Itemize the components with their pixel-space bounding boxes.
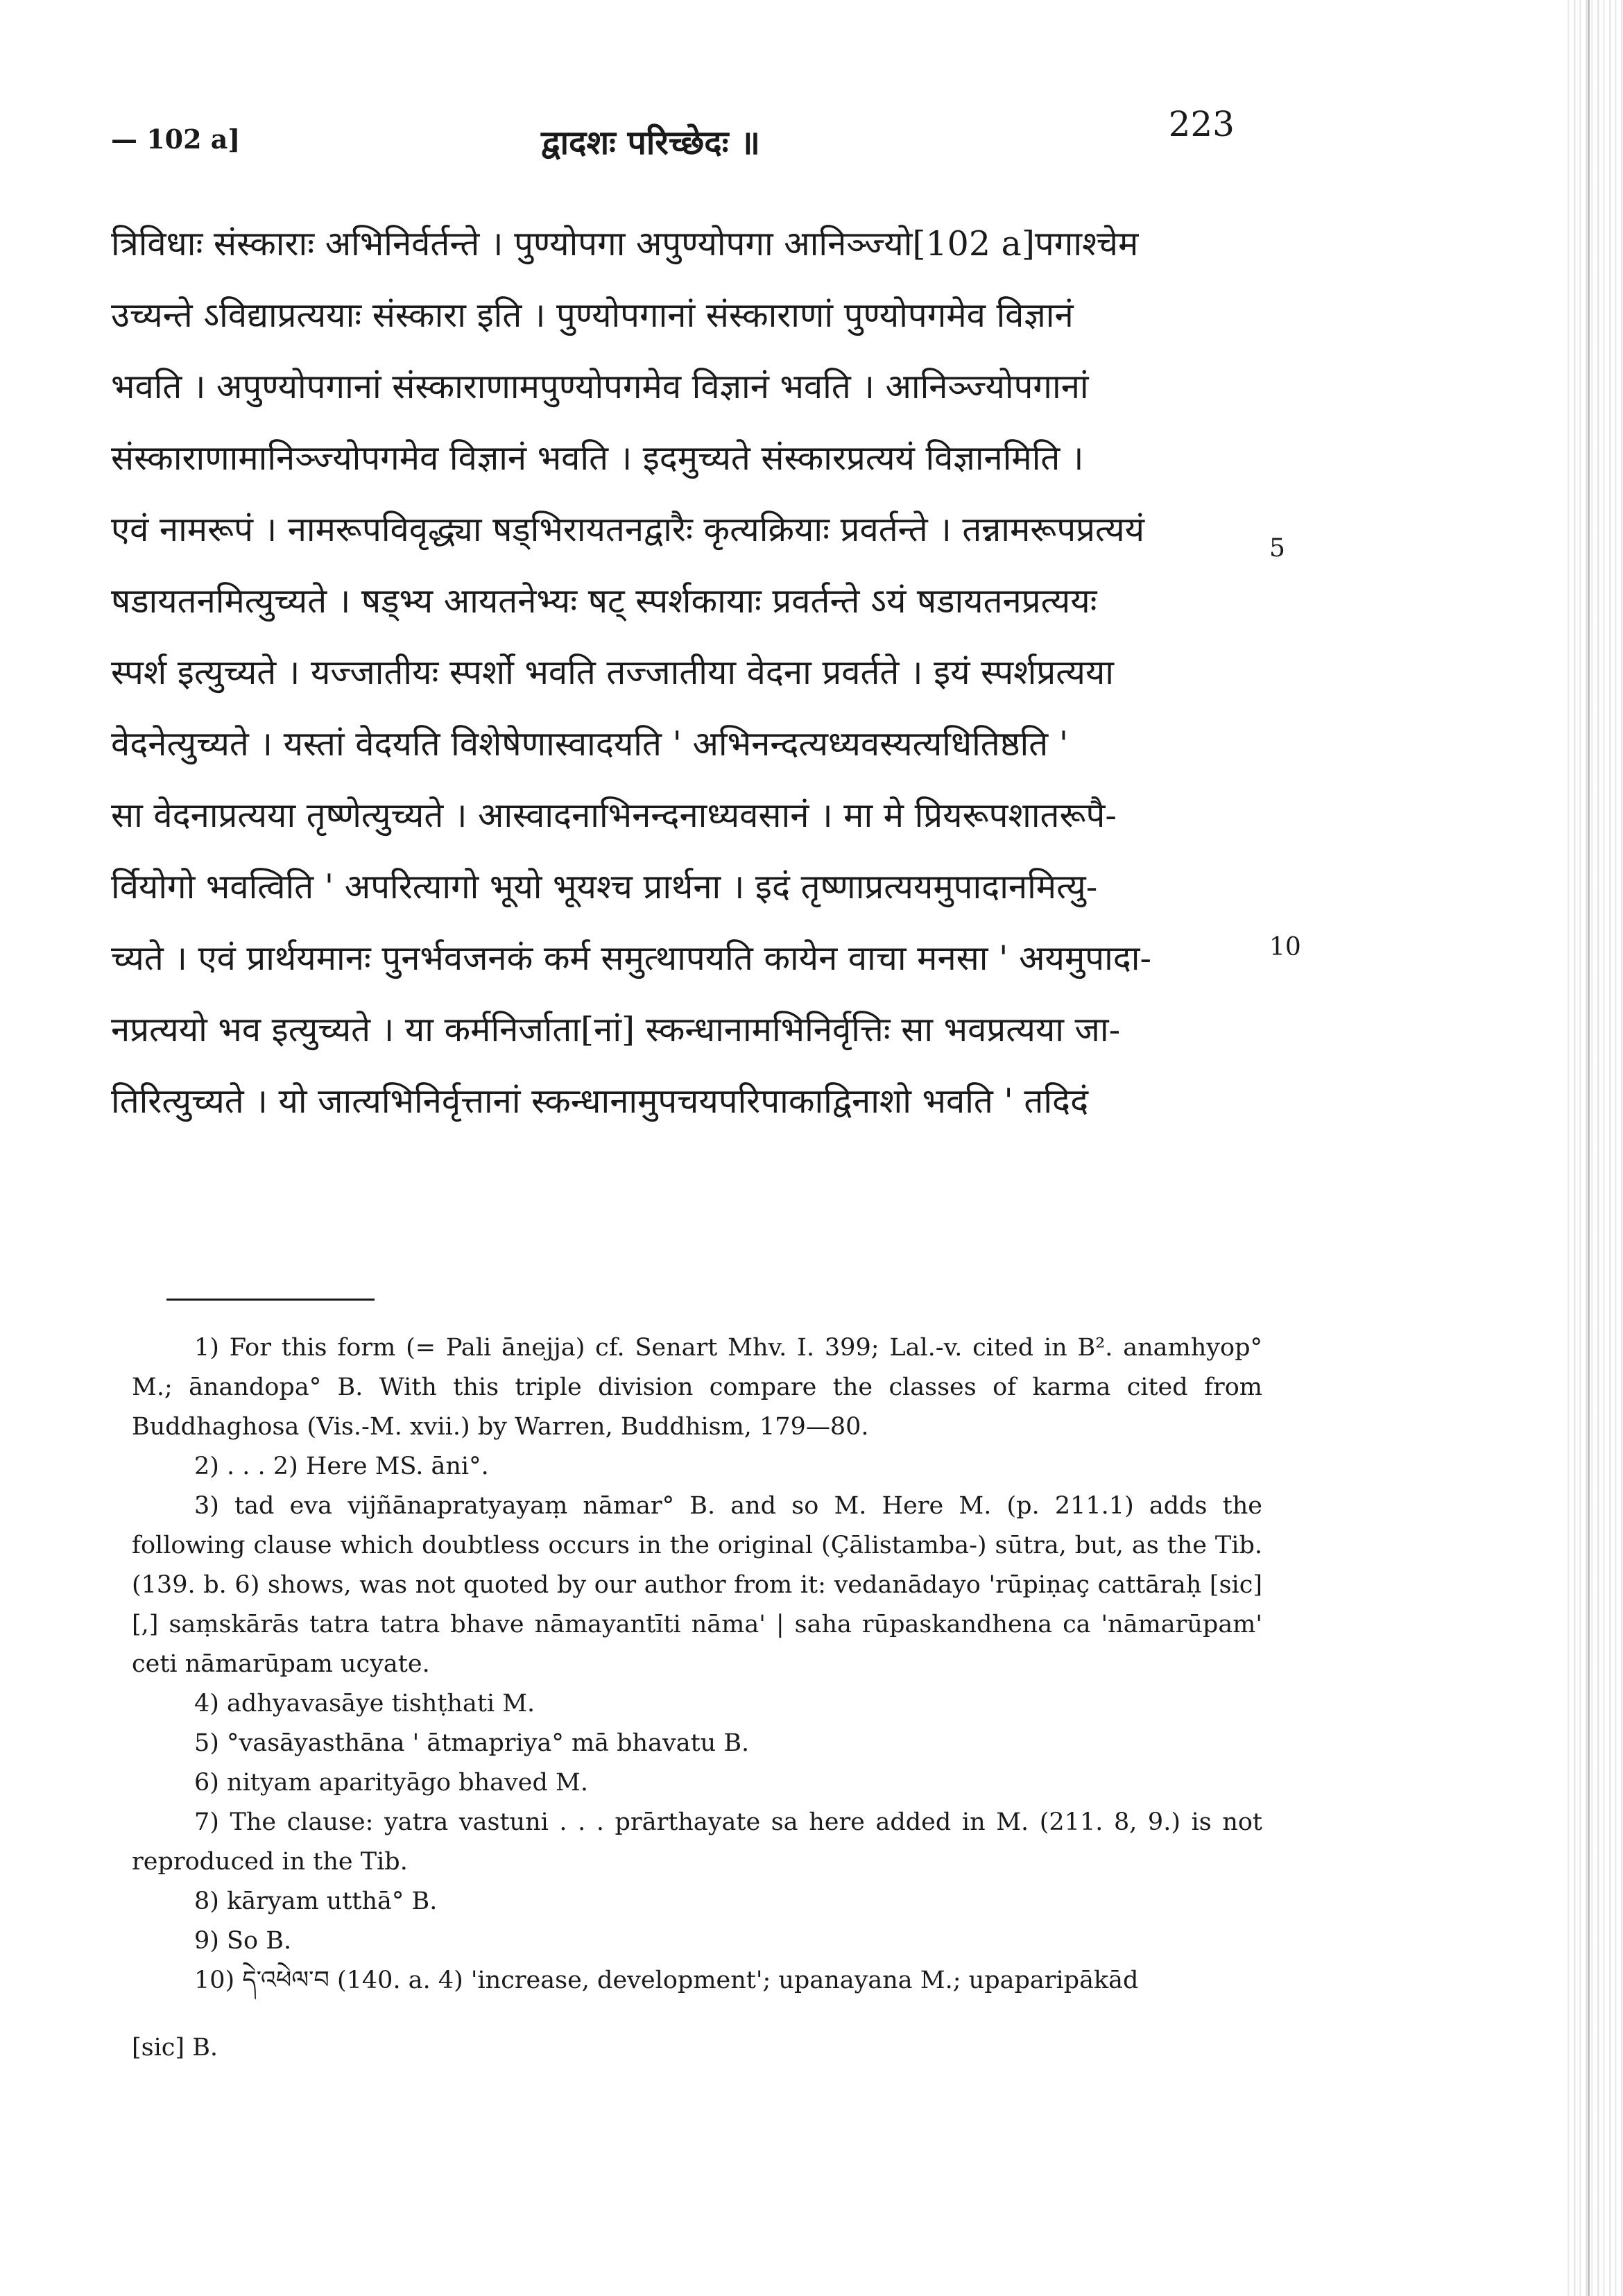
footnote-9: 9) So B.: [194, 1927, 292, 1955]
header-left-reference: — 102 a]: [111, 123, 241, 155]
footnote-1: 1) For this form (= Pali ānejja) cf. Senart Mhv. I. 399; Lal.-v. cited in B². anamhyop° M.; ānandopa° B. With this triple division compare the classes of karma cited from Buddhaghosa (Vis.-M. xvii.) by Warren, Buddhism, 179—80.: [132, 1334, 1262, 1441]
running-title: द्वादशः परिच्छेदः ॥: [541, 123, 760, 162]
footnotes: [132, 1328, 1262, 2068]
text-line: भवति । अपुण्योपगानां संस्काराणामपुण्योपगमेव विज्ञानं भवति । आनिञ्ज्योपगानां: [111, 367, 1089, 406]
text-line: तिरित्युच्यते । यो जात्यभिनिर्वृत्तानां स्कन्धानामुपचयपरिपाकाद्विनाशो भवति ' तदिदं: [111, 1081, 1089, 1121]
footnote-continuation: [sic] B.: [132, 2034, 218, 2062]
footnote-6: 6) nityam aparityāgo bhaved M.: [194, 1769, 588, 1797]
footnote-8: 8) kāryam utthā° B.: [194, 1887, 438, 1915]
main-text-block: [111, 208, 1262, 1137]
scan-edge: [1564, 0, 1623, 2296]
text-line: संस्काराणामानिञ्ज्योपगमेव विज्ञानं भवति । इदमुच्यते संस्कारप्रत्ययं विज्ञानमिति ।: [111, 438, 1084, 478]
line-number-10: 10: [1269, 933, 1301, 961]
text-line: षडायतनमित्युच्यते । षड्भ्य आयतनेभ्यः षट् स्पर्शकायाः प्रवर्तन्ते ऽयं षडायतनप्रत्ययः: [111, 581, 1097, 621]
text-line: च्यते । एवं प्रार्थयमानः पुनर्भवजनकं कर्म समुत्थापयति कायेन वाचा मनसा ' अयमुपादा-: [111, 939, 1152, 978]
text-line: स्पर्श इत्युच्यते । यज्जातीयः स्पर्शो भवति तज्जातीया वेदना प्रवर्तते । इयं स्पर्शप्रत्यया: [111, 653, 1114, 692]
footnote-7: 7) The clause: yatra vastuni . . . prārthayate sa here added in M. (211. 8, 9.) is not reproduced in the Tib.: [132, 1808, 1262, 1876]
page-header: [111, 104, 1235, 160]
footnote-3: 3) tad eva vijñānapratyayaṃ nāmar° B. and so M. Here M. (p. 211.1) adds the following clause which doubtless occurs in the original (Çālistamba-) sūtra, but, as the Tib. (139. b. 6) shows, was not quoted by our author from it: vedanādayo 'rūpiṇaç cattāraḥ [sic] [,] saṃskārās tatra tatra bhave nāmayantīti nāma' | saha rūpaskandhena ca 'nāmarūpam' ceti nāmarūpam ucyate.: [132, 1492, 1262, 1678]
text-line: उच्यन्ते ऽविद्याप्रत्ययाः संस्कारा इति । पुण्योपगानां संस्काराणां पुण्योपगमेव विज्ञानं: [111, 295, 1074, 335]
scan-edge-line: [1588, 0, 1590, 2296]
text-line: त्रिविधाः संस्काराः अभिनिर्वर्तन्ते । पुण्योपगा अपुण्योपगा आनिञ्ज्यो[102 a]पगाश्चेम: [111, 224, 1139, 264]
text-line: वेदनेत्युच्यते । यस्तां वेदयति विशेषेणास्वादयति ' अभिनन्दत्यध्यवस्यत्यधितिष्ठति ': [111, 724, 1069, 764]
text-line: र्वियोगो भवत्विति ' अपरित्यागो भूयो भूयश्च प्रार्थना । इदं तृष्णाप्रत्ययमुपादानमित्यु-: [111, 867, 1098, 907]
footnote-5: 5) °vasāyasthāna ' ātmapriya° mā bhavatu B.: [194, 1729, 750, 1757]
footnote-2: 2) . . . 2) Here MS. āni°.: [194, 1453, 489, 1480]
text-line: एवं नामरूपं । नामरूपविवृद्ध्या षड्भिरायतनद्वारैः कृत्यक्रियाः प्रवर्तन्ते । तन्नामरूपप्रत्ययं: [111, 510, 1145, 549]
text-line: नप्रत्ययो भव इत्युच्यते । या कर्मनिर्जाता[नां] स्कन्धानामभिनिर्वृत्तिः सा भवप्रत्यया जा-: [111, 1010, 1121, 1050]
line-number-5: 5: [1269, 534, 1285, 563]
footnote-4: 4) adhyavasāye tishṭhati M.: [194, 1690, 535, 1717]
page-number: 223: [1168, 104, 1235, 144]
footnote-10: 10) དེ་འཕེལ་བ (140. a. 4) 'increase, development'; upanayana M.; upaparipākād: [194, 1967, 1139, 1994]
text-line: सा वेदनाप्रत्यया तृष्णेत्युच्यते । आस्वादनाभिनन्दनाध्यवसानं । मा मे प्रियरूपशातरूपै-: [111, 796, 1117, 835]
footnote-rule: [166, 1299, 375, 1301]
